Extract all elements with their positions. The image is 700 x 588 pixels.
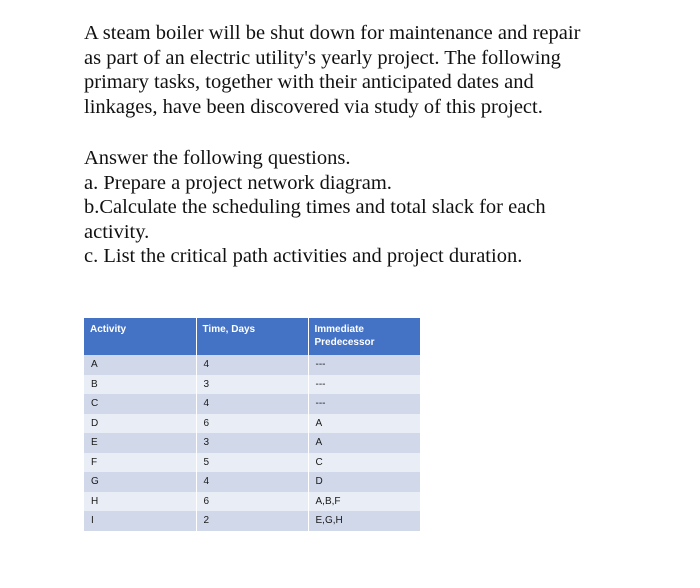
cell-predecessor: --- xyxy=(308,355,420,375)
cell-predecessor: D xyxy=(308,472,420,492)
problem-line: primary tasks, together with their anticipated dates and xyxy=(84,71,534,93)
cell-predecessor: A xyxy=(308,414,420,434)
cell-activity: D xyxy=(84,414,196,434)
header-time: Time, Days xyxy=(196,318,308,355)
cell-time: 6 xyxy=(196,414,308,434)
cell-time: 4 xyxy=(196,355,308,375)
cell-predecessor: --- xyxy=(308,394,420,414)
cell-activity: I xyxy=(84,511,196,531)
header-predecessor-line2: Predecessor xyxy=(314,337,375,348)
table-row xyxy=(84,492,420,512)
problem-statement xyxy=(84,21,580,119)
cell-time: 5 xyxy=(196,453,308,473)
cell-time: 2 xyxy=(196,511,308,531)
table-row xyxy=(84,394,420,414)
questions-line: b.Calculate the scheduling times and total slack for each xyxy=(84,196,546,218)
problem-line: A steam boiler will be shut down for maintenance and repair xyxy=(84,22,581,44)
table-row xyxy=(84,472,420,492)
cell-predecessor: C xyxy=(308,453,420,473)
questions-line: a. Prepare a project network diagram. xyxy=(84,171,392,194)
cell-activity: C xyxy=(84,394,196,414)
table-row xyxy=(84,453,420,473)
cell-time: 3 xyxy=(196,375,308,395)
questions-line: Answer the following questions. xyxy=(84,147,351,169)
cell-time: 6 xyxy=(196,492,308,512)
problem-line: as part of an electric utility's yearly project. The following xyxy=(84,46,561,69)
cell-predecessor: A xyxy=(308,433,420,453)
activity-table xyxy=(84,318,420,531)
cell-activity: G xyxy=(84,472,196,492)
table-row xyxy=(84,511,420,531)
header-predecessor-line1: Immediate xyxy=(314,324,364,335)
questions-line: activity. xyxy=(84,220,150,243)
table-row xyxy=(84,375,420,395)
cell-time: 4 xyxy=(196,472,308,492)
table-row xyxy=(84,355,420,375)
problem-line: linkages, have been discovered via study of this project. xyxy=(84,95,543,118)
cell-predecessor: --- xyxy=(308,375,420,395)
questions-block xyxy=(84,146,546,269)
cell-predecessor: A,B,F xyxy=(308,492,420,512)
table-row xyxy=(84,433,420,453)
questions-line: c. List the critical path activities and project duration. xyxy=(84,245,523,267)
cell-activity: B xyxy=(84,375,196,395)
cell-activity: H xyxy=(84,492,196,512)
cell-activity: F xyxy=(84,453,196,473)
table-header-row xyxy=(84,318,420,355)
cell-activity: A xyxy=(84,355,196,375)
cell-time: 3 xyxy=(196,433,308,453)
header-predecessor xyxy=(308,318,420,355)
table-row xyxy=(84,414,420,434)
header-activity: Activity xyxy=(84,318,196,355)
cell-predecessor: E,G,H xyxy=(308,511,420,531)
cell-activity: E xyxy=(84,433,196,453)
cell-time: 4 xyxy=(196,394,308,414)
